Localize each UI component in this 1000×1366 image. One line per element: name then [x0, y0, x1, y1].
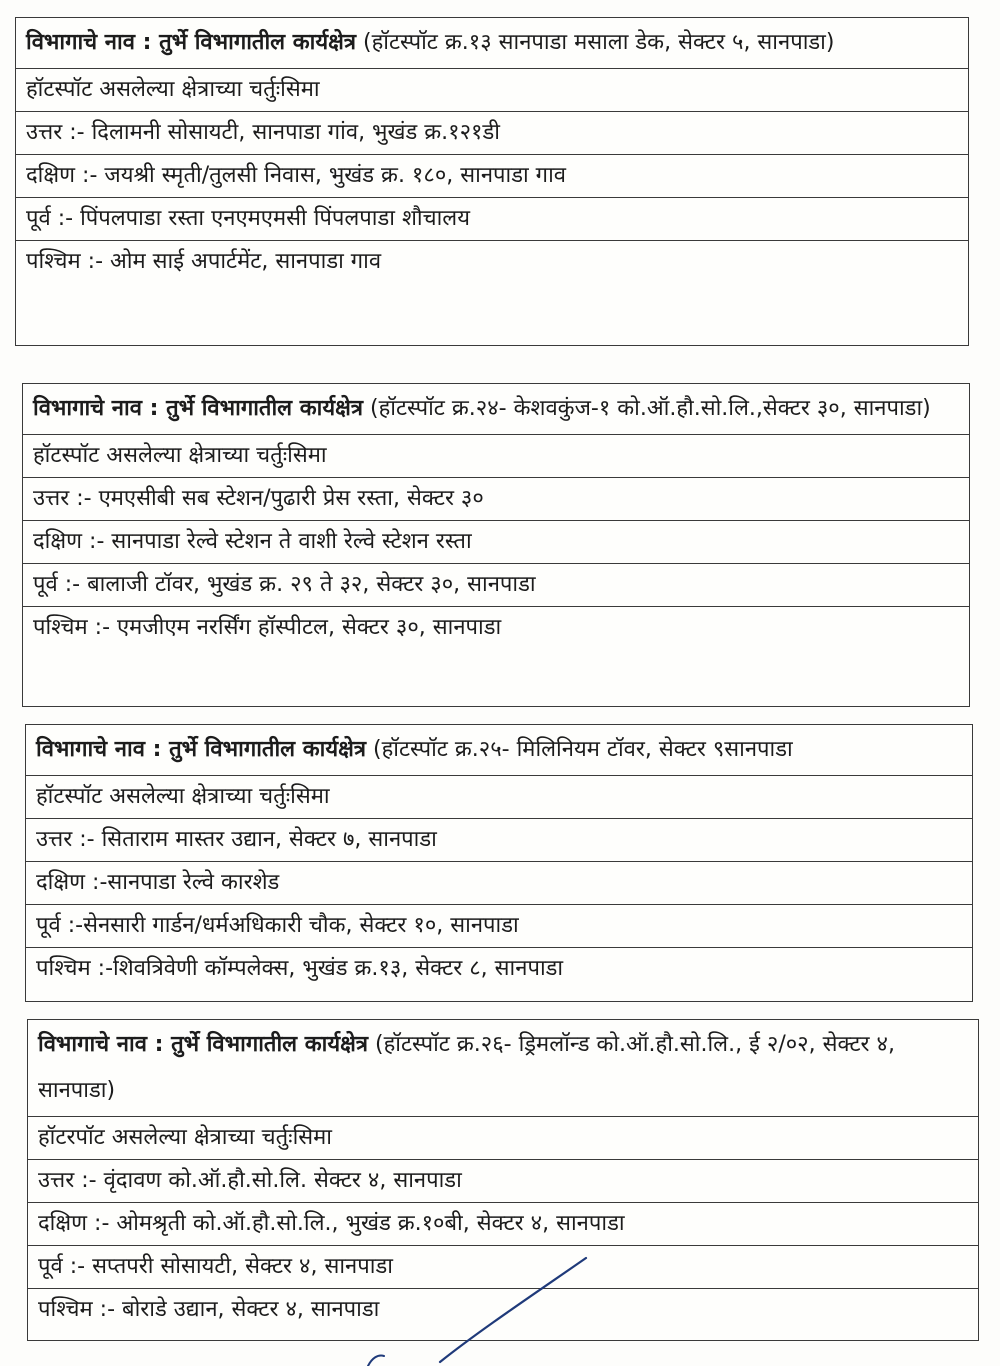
east-boundary: पूर्व :-सेनसारी गार्डन/धर्मअधिकारी चौक, सेक्टर १०, सानपाडा — [26, 905, 972, 948]
south-boundary: दक्षिण :- ओमश्रृती को.ऑ.हौ.सो.लि., भुखंड क्र.१०बी, सेक्टर ४, सानपाडा — [28, 1203, 978, 1246]
block-header — [23, 384, 969, 435]
department-name: विभागाचे नाव : तुर्भे विभागातील कार्यक्षेत्र — [38, 1032, 368, 1057]
north-boundary: उत्तर :- एमएसीबी सब स्टेशन/पुढारी प्रेस रस्ता, सेक्टर ३० — [23, 478, 969, 521]
boundary-heading: हॉटस्पॉट असलेल्या क्षेत्राच्या चर्तुःसिमा — [23, 435, 969, 478]
north-boundary: उत्तर :- दिलामनी सोसायटी, सानपाडा गांव, भुखंड क्र.१२१डी — [16, 112, 968, 155]
boundary-heading: हॉटरपॉट असलेल्या क्षेत्राच्या चर्तुःसिमा — [28, 1117, 978, 1160]
department-name: विभागाचे नाव : तुर्भे विभागातील कार्यक्षेत्र — [26, 30, 356, 55]
hotspot-block-25 — [25, 724, 973, 1002]
department-name: विभागाचे नाव : तुर्भे विभागातील कार्यक्षेत्र — [36, 737, 366, 762]
north-boundary: उत्तर :- वृंदावण को.ऑ.हौ.सो.लि. सेक्टर ४, सानपाडा — [28, 1160, 978, 1203]
west-boundary: पश्चिम :-शिवत्रिवेणी कॉम्पलेक्स, भुखंड क्र.१३, सेक्टर ८, सानपाडा — [36, 956, 564, 981]
east-boundary: पूर्व :- बालाजी टॉवर, भुखंड क्र. २९ ते ३२, सेक्टर ३०, सानपाडा — [23, 564, 969, 607]
hotspot-title: (हॉटस्पॉट क्र.२६- ड्रिमलॉन्ड को.ऑ.हौ.सो.लि., ई २/०२, सेक्टर ४, सानपाडा) — [38, 1032, 895, 1103]
hotspot-block-24 — [22, 383, 970, 707]
east-boundary: पूर्व :- सप्तपरी सोसायटी, सेक्टर ४, सानपाडा — [28, 1246, 978, 1289]
west-boundary: पश्चिम :- एमजीएम नरर्सिंग हॉस्पीटल, सेक्टर ३०, सानपाडा — [33, 615, 502, 640]
boundary-heading: हॉटस्पॉट असलेल्या क्षेत्राच्या चर्तुःसिमा — [16, 69, 968, 112]
hotspot-title: (हॉटस्पॉट क्र.२५- मिलिनियम टॉवर, सेक्टर ९सानपाडा — [373, 737, 793, 762]
south-boundary: दक्षिण :- सानपाडा रेल्वे स्टेशन ते वाशी रेल्वे स्टेशन रस्ता — [23, 521, 969, 564]
department-name: विभागाचे नाव : तुर्भे विभागातील कार्यक्षेत्र — [33, 396, 363, 421]
south-boundary: दक्षिण :-सानपाडा रेल्वे कारशेड — [26, 862, 972, 905]
block-header — [16, 18, 968, 69]
hotspot-title: (हॉटस्पॉट क्र.१३ सानपाडा मसाला डेक, सेक्टर ५, सानपाडा) — [363, 30, 835, 55]
hotspot-block-13 — [15, 17, 969, 346]
block-header — [26, 725, 972, 776]
south-boundary: दक्षिण :- जयश्री स्मृती/तुलसी निवास, भुखंड क्र. १८०, सानपाडा गाव — [16, 155, 968, 198]
boundary-heading: हॉटस्पॉट असलेल्या क्षेत्राच्या चर्तुःसिमा — [26, 776, 972, 819]
hotspot-title: (हॉटस्पॉट क्र.२४- केशवकुंज-१ को.ऑ.हौ.सो.लि.,सेक्टर ३०, सानपाडा) — [370, 396, 931, 421]
hotspot-block-26 — [27, 1019, 979, 1341]
west-boundary: पश्चिम :- बोराडे उद्यान, सेक्टर ४, सानपाडा — [38, 1297, 380, 1322]
west-boundary: पश्चिम :- ओम साई अपार्टमेंट, सानपाडा गाव — [26, 249, 382, 274]
north-boundary: उत्तर :- सिताराम मास्तर उद्यान, सेक्टर ७, सानपाडा — [26, 819, 972, 862]
block-header — [28, 1020, 978, 1117]
east-boundary: पूर्व :- पिंपलपाडा रस्ता एनएमएमसी पिंपलपाडा शौचालय — [16, 198, 968, 241]
